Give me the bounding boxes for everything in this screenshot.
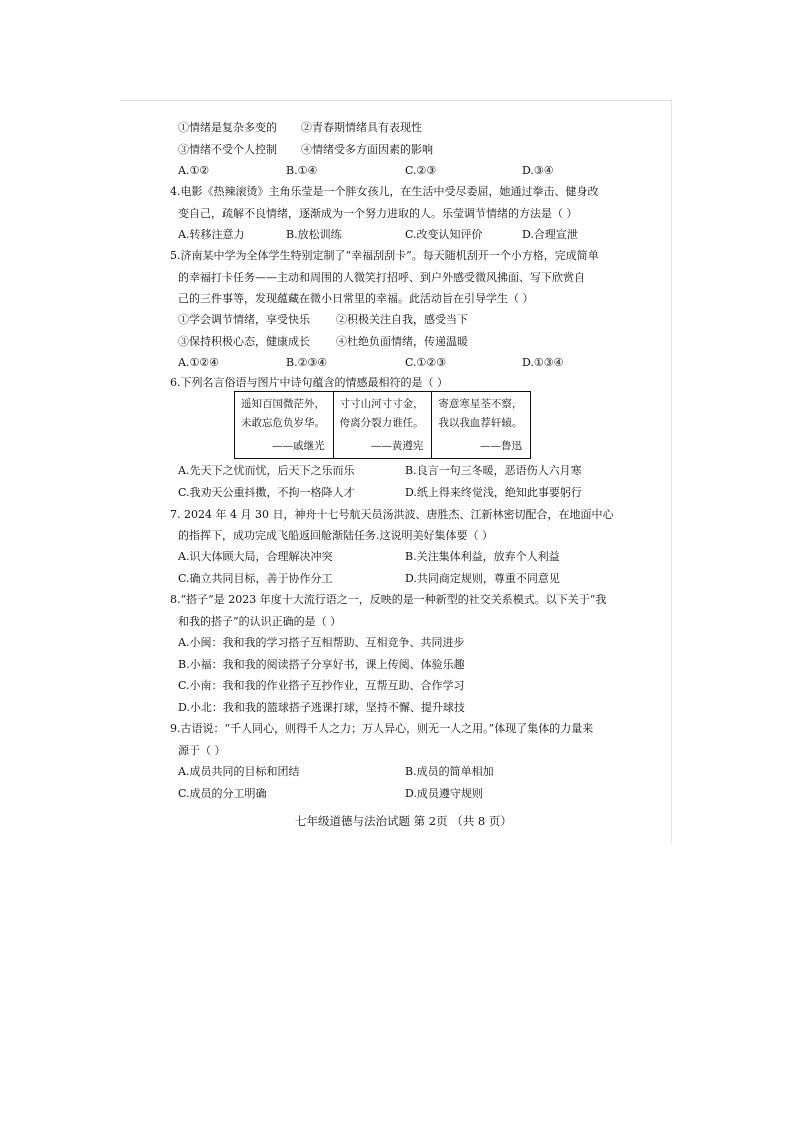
q9-option-d: D.成员遵守规则 — [405, 787, 483, 800]
q7-option-a: A.识大体顾大局，合理解决冲突 — [178, 550, 333, 563]
q5-item-2: ②积极关注自我，感受当下 — [336, 313, 468, 326]
poem-2-line-1: 寸寸山河寸寸金， — [339, 398, 424, 410]
q8-stem-line-1: 8.“搭子”是 2023 年度十大流行语之一，反映的是一种新型的社交关系模式。以下关于“我 — [170, 593, 607, 606]
poem-cell-3 — [432, 392, 530, 458]
q6-stem: 6.下列名言俗语与图片中诗句蕴含的情感最相符的是（ ） — [170, 376, 448, 389]
q4-option-c: C.改变认知评价 — [405, 228, 483, 241]
poem-table — [234, 391, 531, 459]
q4-stem-line-1: 4.电影《热辣滚烫》主角乐莹是一个胖女孩儿，在生活中受尽委屈，她通过拳击、健身改 — [170, 185, 599, 198]
q4-stem-line-2: 变自己，疏解不良情绪，逐渐成为一个努力进取的人。乐莹调节情绪的方法是（ ） — [178, 207, 578, 220]
q3-item-1: ①情绪是复杂多变的 — [178, 121, 277, 134]
q8-option-a: A.小闽：我和我的学习搭子互相帮助、互相竞争、共同进步 — [178, 636, 465, 649]
q7-stem-line-1: 7. 2024 年 4 月 30 日，神舟十七号航天员汤洪波、唐胜杰、江新林密切配合，在地面中心 — [170, 508, 614, 521]
q5-item-1: ①学会调节情绪，享受快乐 — [178, 313, 310, 326]
q8-option-d: D.小北：我和我的篮球搭子逃课打球，坚持不懈、提升球技 — [178, 701, 465, 714]
poem-cell-1 — [235, 392, 334, 458]
q9-option-a: A.成员共同的目标和团结 — [178, 765, 300, 778]
q4-option-d: D.合理宣泄 — [522, 228, 578, 241]
q5-stem-line-2: 的幸福打卡任务——主动和周围的人微笑打招呼、到户外感受微风拂面、写下欣赏自 — [178, 271, 585, 284]
q3-item-4: ④情绪受多方面因素的影响 — [301, 143, 433, 156]
q7-option-d: D.共同商定规则，尊重不同意见 — [405, 572, 560, 585]
q8-option-b: B.小福：我和我的阅读搭子分享好书，课上传阅、体验乐趣 — [178, 658, 465, 671]
poem-1-author: ——戚继光 — [272, 440, 325, 452]
q6-option-d: D.纸上得来终觉浅，绝知此事要躬行 — [405, 486, 582, 499]
q4-option-b: B.放松训练 — [286, 228, 342, 241]
q7-option-c: C.确立共同目标，善于协作分工 — [178, 572, 333, 585]
q7-stem-line-2: 的指挥下，成功完成飞船返回舱渐陆任务.这说明美好集体要（ ） — [178, 529, 493, 542]
poem-3-line-2: 我以我血荐轩辕。 — [438, 417, 523, 429]
q3-option-c: C.②③ — [405, 164, 437, 177]
q4-option-a: A.转移注意力 — [178, 228, 245, 241]
q5-option-b: B.②③④ — [286, 356, 328, 369]
q6-option-a: A.先天下之忧而忧，后天下之乐而乐 — [178, 464, 355, 477]
poem-3-author: ——鲁迅 — [480, 440, 523, 452]
q6-option-b: B.良言一句三冬暖，恶语伤人六月寒 — [405, 464, 582, 477]
q5-stem-line-3: 己的三件事等，发现蕴藏在微小日常里的幸福。此活动旨在引导学生（ ） — [178, 292, 534, 305]
poem-1-line-2: 未敢忘危负岁华。 — [241, 417, 325, 429]
q5-option-c: C.①②③ — [405, 356, 447, 369]
q5-option-d: D.①③④ — [522, 356, 564, 369]
q5-option-a: A.①②④ — [178, 356, 220, 369]
poem-1-line-1: 遥知百国微茫外， — [241, 398, 325, 410]
q5-item-3: ③保持积极心态，健康成长 — [178, 335, 310, 348]
q8-option-c: C.小南：我和我的作业搭子互抄作业，互帮互助、合作学习 — [178, 679, 465, 692]
q5-stem-line-1: 5.济南某中学为全体学生特别定制了“幸福刮刮卡”。每天随机刮开一个小方格，完成简单 — [170, 249, 599, 262]
q9-option-c: C.成员的分工明确 — [178, 787, 267, 800]
page-footer: 七年级道德与法治试题 第 2页 （共 8 页） — [295, 814, 512, 828]
q7-option-b: B.关注集体利益，放弃个人利益 — [405, 550, 560, 563]
q8-stem-line-2: 和我的搭子”的认识正确的是（ ） — [178, 615, 342, 628]
exam-page-scan — [120, 100, 672, 843]
q5-item-4: ④杜绝负面情绪，传递温暖 — [336, 335, 468, 348]
q3-item-2: ②青春期情绪具有表现性 — [301, 121, 422, 134]
q9-stem-line-2: 源于（ ） — [178, 744, 226, 757]
q3-item-3: ③情绪不受个人控制 — [178, 143, 277, 156]
poem-2-author: ——黄遵宪 — [370, 440, 424, 452]
q3-option-a: A.①② — [178, 164, 210, 177]
q9-option-b: B.成员的简单相加 — [405, 765, 494, 778]
q3-option-d: D.③④ — [522, 164, 554, 177]
poem-cell-2 — [334, 392, 433, 458]
poem-2-line-2: 侉离分裂力谁任。 — [339, 417, 424, 429]
q3-option-b: B.①④ — [286, 164, 318, 177]
poem-3-line-1: 寄意寒星荃不察， — [438, 398, 523, 410]
q9-stem-line-1: 9.古语说：“千人同心，则得千人之力；万人异心，则无一人之用。”体现了集体的力量来 — [170, 722, 594, 735]
q6-option-c: C.我劝天公重抖擞，不拘一格降人才 — [178, 486, 355, 499]
